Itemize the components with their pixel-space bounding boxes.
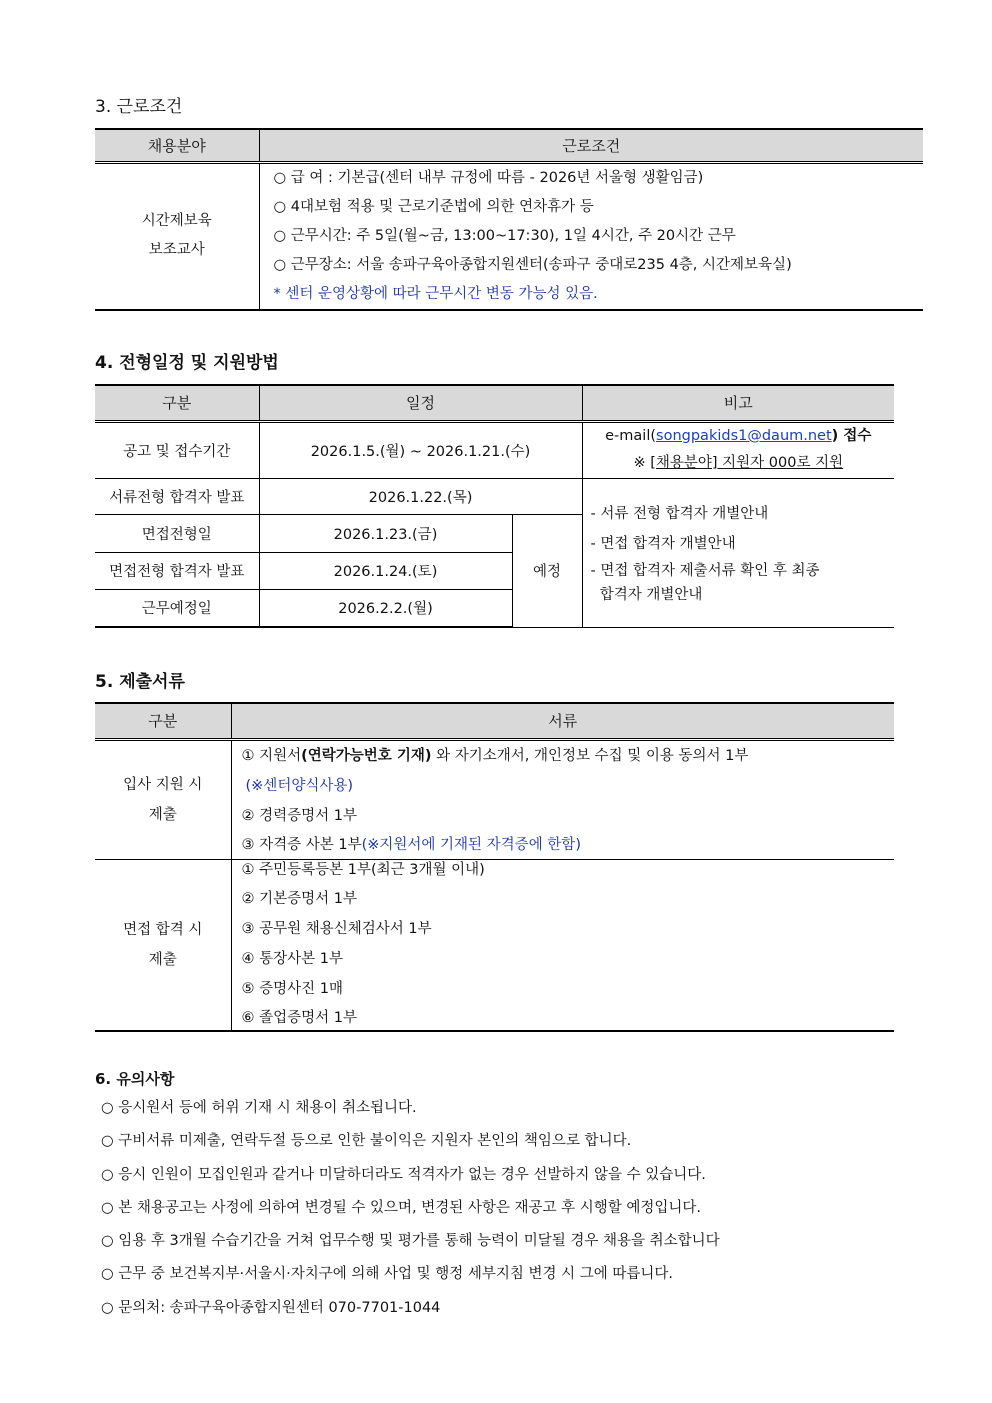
row-document-result-label: 서류전형 합격자 발표: [95, 478, 259, 514]
notice-item: ○ 구비서류 미제출, 연락두절 등으로 인한 불이익은 지원자 본인의 책임으로 합니다.: [101, 1133, 632, 1150]
notice-list: [101, 1092, 720, 1325]
apply-doc-1-note: (※센터양식사용): [245, 777, 354, 794]
email-link[interactable]: songpakids1@daum.net: [656, 428, 832, 444]
interview-doc-6: ⑥ 졸업증명서 1부: [241, 1009, 357, 1026]
apply-note: [채용분야] 지원자 000로 지원: [650, 455, 844, 471]
notice-item: ○ 문의처: 송파구육아종합지원센터 070-7701-1044: [101, 1299, 441, 1316]
row-start-date: 2026.2.2.(월): [259, 589, 512, 627]
interview-doc-3: ③ 공무원 채용신체검사서 1부: [241, 920, 432, 937]
section4-title: 4. 전형일정 및 지원방법: [95, 353, 279, 373]
apply-doc-1: ① 지원서(연락가능번호 기재) 와 자기소개서, 개인정보 수집 및 이용 동의서 1부: [241, 747, 749, 764]
remark-3: - 면접 합격자 제출서류 확인 후 최종: [590, 562, 820, 579]
apply-docs-label-2: 제출: [148, 806, 177, 823]
notice-item: ○ 응시원서 등에 허위 기재 시 채용이 취소됩니다.: [101, 1100, 417, 1116]
row-interview-result-label: 면접전형 합격자 발표: [95, 552, 259, 589]
email-suffix: ) 접수: [831, 428, 872, 444]
apply-docs-cell: [231, 739, 894, 859]
section5-title: 5. 제출서류: [95, 672, 185, 692]
header-remarks: 비고: [582, 385, 894, 421]
remark-2: - 면접 합격자 개별안내: [590, 535, 736, 552]
interview-doc-1: ① 주민등록등본 1부(최근 3개월 이내): [241, 861, 485, 878]
header-schedule: 일정: [259, 385, 582, 421]
interview-docs-label-2: 제출: [148, 951, 177, 968]
notice-item: ○ 본 채용공고는 사정에 의하여 변경될 수 있으며, 변경된 사항은 재공고 후 시행할 예정입니다.: [101, 1199, 702, 1216]
field-line-2: 보조교사: [148, 242, 205, 258]
condition-salary: ○ 급 여 : 기본급(센터 내부 규정에 따름 - 2026년 서울형 생활임금): [273, 169, 704, 186]
remarks-cell: [582, 478, 894, 627]
note-mark: ※: [633, 455, 651, 471]
interview-docs-label: [95, 859, 231, 1031]
apply-docs-label-1: 입사 지원 시: [123, 776, 203, 793]
section3-title: 3. 근로조건: [95, 97, 183, 117]
remark-1: - 서류 전형 합격자 개별안내: [590, 505, 769, 522]
schedule-table: [95, 384, 894, 628]
header-conditions: 근로조건: [259, 129, 923, 162]
interview-doc-2: ② 기본증명서 1부: [241, 890, 357, 907]
notice-item: ○ 응시 인원이 모집인원과 같거나 미달하더라도 적격자가 없는 경우 선발하지 않을 수 있습니다.: [101, 1166, 706, 1183]
row-application-remark: [582, 421, 894, 478]
row-interview-result-date: 2026.1.24.(토): [259, 552, 512, 589]
notice-item: ○ 임용 후 3개월 수습기간을 거쳐 업무수행 및 평가를 통해 능력이 미달될 경우 채용을 취소합니다: [101, 1233, 720, 1250]
condition-location: ○ 근무장소: 서울 송파구육아종합지원센터(송파구 중대로235 4층, 시간제보육실): [273, 256, 792, 273]
row-document-result-date: 2026.1.22.(목): [259, 478, 582, 514]
interview-doc-4: ④ 통장사본 1부: [241, 950, 343, 967]
row-application-label: 공고 및 접수기간: [95, 421, 259, 478]
email-prefix: e-mail(: [605, 428, 657, 444]
notice-item: ○ 근무 중 보건복지부·서울시·자치구에 의해 사업 및 행정 세부지침 변경 시 그에 따릅니다.: [101, 1266, 674, 1283]
field-line-1: 시간제보육: [141, 213, 212, 229]
documents-table: [95, 702, 894, 1032]
row-application-date: 2026.1.5.(월) ~ 2026.1.21.(수): [259, 421, 582, 478]
header-field: 채용분야: [95, 129, 259, 162]
condition-note: * 센터 운영상황에 따라 근무시간 변동 가능성 있음.: [273, 285, 598, 302]
scheduled-cell: 예정: [512, 514, 582, 627]
field-cell: [95, 162, 259, 310]
header-doc-category: 구분: [95, 703, 231, 739]
row-interview-label: 면접전형일: [95, 514, 259, 552]
section6-title: 6. 유의사항: [95, 1070, 175, 1088]
conditions-cell: [259, 162, 923, 310]
condition-insurance: ○ 4대보험 적용 및 근로기준법에 의한 연차휴가 등: [273, 198, 594, 215]
header-documents: 서류: [231, 703, 894, 739]
row-interview-date: 2026.1.23.(금): [259, 514, 512, 552]
apply-doc-3: ③ 자격증 사본 1부(※지원서에 기재된 자격증에 한함): [241, 836, 581, 853]
interview-docs-label-1: 면접 합격 시: [123, 921, 203, 938]
working-conditions-table: [95, 128, 923, 311]
interview-doc-5: ⑤ 증명사진 1매: [241, 980, 343, 997]
interview-docs-cell: [231, 859, 894, 1031]
apply-docs-label: [95, 739, 231, 859]
apply-doc-2: ② 경력증명서 1부: [241, 807, 357, 824]
header-category: 구분: [95, 385, 259, 421]
row-start-label: 근무예정일: [95, 589, 259, 627]
remark-4: 합격자 개별안내: [590, 586, 703, 603]
condition-hours: ○ 근무시간: 주 5일(월~금, 13:00~17:30), 1일 4시간, 주 20시간 근무: [273, 227, 736, 244]
